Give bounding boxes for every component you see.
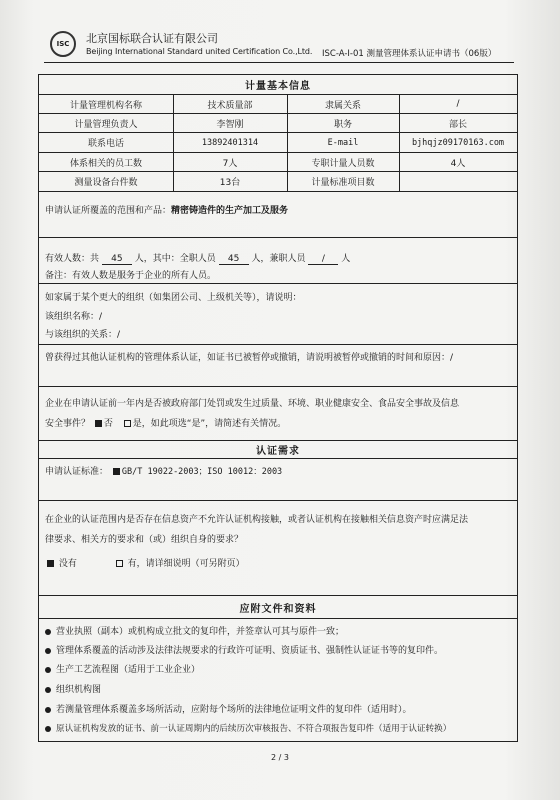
field-label: 联系电话 bbox=[87, 139, 124, 149]
cert-section-title bbox=[39, 441, 517, 459]
checkbox-empty-icon[interactable] bbox=[124, 420, 131, 427]
incident-question: 企业在申请认证前一年内是否被政府部门处罚或发生过质量、环境、职业健康安全、食品安全事故及信息 bbox=[45, 399, 460, 409]
table-row bbox=[39, 133, 517, 153]
isc-logo: ISC bbox=[50, 31, 76, 57]
field-value: 部长 bbox=[448, 119, 467, 130]
confidential-question-end: 律要求、相关方的要求和（或）组织自身的要求？ bbox=[45, 535, 244, 545]
org-name-en: Beijing International Standard united Certification Co.,Ltd. bbox=[86, 47, 313, 56]
field-value: 技术质量部 bbox=[207, 100, 253, 111]
field-label: E-mail bbox=[327, 137, 359, 148]
incident-section bbox=[39, 387, 517, 441]
scope-label: 申请认证所覆盖的范围和产品： bbox=[45, 206, 172, 216]
staff-text: 人 bbox=[341, 254, 351, 264]
staff-note: 备注：有效人数是服务于企业的所有人员。 bbox=[45, 271, 217, 281]
bullet-icon bbox=[45, 707, 51, 713]
confidential-question: 在企业的认证范围内是否存在信息资产不允许认证机构接触，或者认证机构在接触相关信息资产时应满足法 bbox=[45, 515, 469, 525]
field-label: 计量标准项目数 bbox=[311, 178, 375, 188]
checkbox-checked-icon[interactable] bbox=[95, 420, 102, 427]
org-name-cn: 北京国标联合认证有限公司 bbox=[86, 32, 218, 45]
field-value: 13台 bbox=[219, 178, 241, 188]
standard-section bbox=[39, 459, 517, 501]
field-label: 职务 bbox=[333, 119, 352, 130]
staff-text: 人，其中：全职人员 bbox=[134, 254, 216, 264]
option-have: 有，请详细说明（可另附页） bbox=[127, 559, 245, 569]
cert-title: 认证需求 bbox=[256, 446, 300, 457]
field-value: / bbox=[456, 99, 460, 109]
history-question: 曾获得过其他认证机构的管理体系认证，如证书已被暂停或撤销，请说明被暂停或撤销的时间和原因：/ bbox=[45, 353, 454, 363]
header-rule bbox=[44, 62, 514, 63]
parent-relation: 与该组织的关系：/ bbox=[45, 330, 121, 340]
field-value: 7人 bbox=[222, 158, 238, 169]
field-label: 计量管理负责人 bbox=[74, 119, 138, 130]
bullet-icon bbox=[45, 726, 51, 732]
bullet-icon bbox=[45, 667, 51, 673]
list-item: 原认证机构发放的证书、前一认证周期内的后续历次审核报告、不符合项报告复印件（适用于认证转换） bbox=[45, 722, 451, 734]
staff-fulltime: 45 bbox=[219, 254, 249, 265]
metrology-title: 计量基本信息 bbox=[245, 81, 311, 92]
field-value: 4人 bbox=[450, 158, 466, 169]
standard-label: 申请认证标准： bbox=[45, 467, 109, 477]
list-item: 若测量管理体系覆盖多场所活动，应附每个场所的法律地位证明文件的复印件（适用时）。 bbox=[45, 702, 412, 715]
list-item: 生产工艺流程图（适用于工业企业） bbox=[45, 662, 200, 675]
page-number: 2 / 3 bbox=[271, 753, 289, 762]
list-item: 管理体系覆盖的活动涉及法律法规要求的行政许可证明、资质证书、强制性认证证书等的复印件。 bbox=[45, 643, 443, 656]
scope-value: 精密铸造件的生产加工及服务 bbox=[171, 206, 289, 216]
field-label: 测量设备台件数 bbox=[74, 178, 138, 188]
metrology-section-title bbox=[39, 75, 517, 95]
checkbox-empty-icon[interactable] bbox=[116, 560, 123, 567]
incident-question-end: 安全事件？ bbox=[45, 419, 91, 429]
option-none: 没有 bbox=[58, 559, 77, 569]
staff-text: 有效人数：共 bbox=[45, 254, 100, 264]
field-value: 李智刚 bbox=[216, 119, 244, 130]
parent-name: 该组织名称：/ bbox=[45, 312, 103, 322]
attach-title: 应附文件和资料 bbox=[239, 603, 317, 615]
document-id: ISC-A-I-01 测量管理体系认证申请书（06版） bbox=[322, 49, 497, 59]
field-value bbox=[399, 172, 517, 191]
option-no: 否 bbox=[103, 419, 113, 429]
field-label: 隶属关系 bbox=[324, 100, 361, 111]
field-label: 体系相关的员工数 bbox=[69, 158, 142, 169]
checkbox-checked-icon[interactable] bbox=[47, 560, 54, 567]
confidential-section bbox=[39, 501, 517, 596]
table-row bbox=[39, 153, 517, 172]
bullet-icon bbox=[45, 687, 51, 693]
option-yes: 是，如此项选“是”，请简述有关情况。 bbox=[132, 419, 287, 429]
attach-list bbox=[39, 619, 517, 741]
application-form bbox=[38, 74, 518, 742]
table-row bbox=[39, 114, 517, 133]
staff-section bbox=[39, 238, 517, 284]
history-section bbox=[39, 345, 517, 387]
staff-total: 45 bbox=[102, 254, 132, 265]
field-value: 13892401314 bbox=[201, 137, 259, 148]
checkbox-checked-icon[interactable] bbox=[113, 468, 120, 475]
field-label: 专职计量人员数 bbox=[311, 158, 375, 169]
staff-parttime: / bbox=[308, 254, 338, 265]
field-value: bjhqjz09170163.com bbox=[411, 137, 505, 148]
parent-org-section bbox=[39, 284, 517, 345]
scope-section bbox=[39, 192, 517, 238]
list-item: 组织机构图 bbox=[45, 682, 101, 695]
table-row bbox=[39, 172, 517, 192]
bullet-icon bbox=[45, 629, 51, 635]
parent-question: 如家属于某个更大的组织（如集团公司、上级机关等），请说明： bbox=[45, 293, 302, 303]
standard-value: GB/T 19022-2003；ISO 10012：2003 bbox=[121, 467, 283, 477]
table-row bbox=[39, 95, 517, 114]
field-label: 计量管理机构名称 bbox=[69, 100, 142, 111]
staff-text: 人，兼职人员 bbox=[251, 254, 306, 264]
attach-section-title bbox=[39, 596, 517, 619]
bullet-icon bbox=[45, 648, 51, 654]
list-item: 营业执照（副本）或机构成立批文的复印件，并签章认可其与原件一致； bbox=[45, 624, 344, 637]
